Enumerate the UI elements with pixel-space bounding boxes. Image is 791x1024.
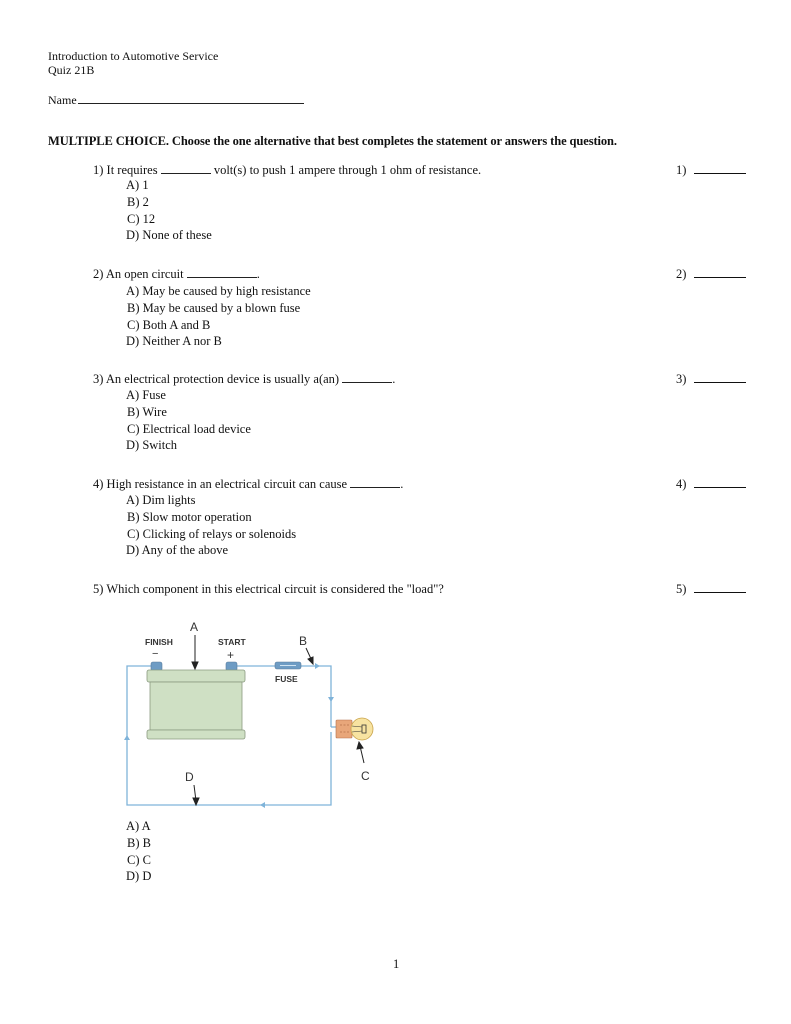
answer-line[interactable]: [694, 162, 746, 174]
fill-blank: [342, 371, 392, 383]
flow-arrow: [328, 697, 334, 702]
question-number: 2): [93, 267, 104, 281]
label-minus: −: [152, 648, 159, 660]
bulb-socket: [336, 720, 352, 738]
light-bulb: [336, 718, 373, 740]
option-a: A) Dim lights: [126, 493, 196, 507]
arrow-d-head: [193, 798, 199, 805]
name-label: Name: [48, 93, 77, 107]
question-2-text: 2) An open circuit .: [93, 267, 260, 281]
option-d: D) Switch: [126, 438, 178, 453]
answer-line[interactable]: [694, 371, 746, 383]
name-field[interactable]: [78, 92, 304, 104]
circuit-diagram: [118, 615, 388, 815]
label-d: D: [185, 770, 194, 784]
question-3-options: [126, 387, 251, 454]
option-c: C) Both A and B: [127, 317, 211, 332]
battery: [147, 662, 245, 739]
label-a: A: [190, 620, 199, 634]
question-2-options: [126, 283, 311, 350]
option-b: B) Slow motor operation: [127, 509, 252, 524]
label-fuse: FUSE: [275, 674, 298, 684]
question-1-options: [126, 177, 212, 244]
option-d: D) D: [126, 869, 152, 884]
option-c: C) Clicking of relays or solenoids: [127, 526, 297, 541]
answer-slot-5[interactable]: 5): [676, 581, 746, 597]
flow-arrow: [315, 663, 320, 669]
page-number: 1: [393, 957, 400, 971]
option-b: B) 2: [127, 194, 149, 209]
answer-line[interactable]: [694, 581, 746, 593]
label-c: C: [361, 769, 370, 783]
fill-blank: [187, 266, 257, 278]
answer-slot-2[interactable]: 2): [676, 266, 746, 282]
arrow-a-head: [192, 662, 198, 669]
arrow-c-head: [357, 742, 363, 749]
option-b: B) Wire: [127, 404, 167, 419]
arrow-b-head: [308, 657, 313, 664]
question-4-text: 4) High resistance in an electrical circuit can cause .: [93, 477, 404, 491]
answer-line[interactable]: [694, 266, 746, 278]
option-a: A) Fuse: [126, 388, 166, 402]
option-b: B) B: [127, 835, 151, 850]
label-b: B: [299, 634, 308, 648]
option-a: A) May be caused by high resistance: [126, 284, 311, 298]
section-instructions: MULTIPLE CHOICE. Choose the one alternative that best completes the statement or answers the question.: [48, 134, 617, 148]
question-number: 5): [93, 582, 104, 596]
label-finish: FINISH: [145, 637, 173, 647]
fuse: [275, 662, 301, 669]
fill-blank: [350, 476, 400, 488]
option-b: B) May be caused by a blown fuse: [127, 300, 301, 315]
question-5-options: [126, 818, 151, 885]
option-d: D) Any of the above: [126, 543, 229, 558]
question-1-text: 1) It requires volt(s) to push 1 ampere through 1 ohm of resistance.: [93, 163, 482, 177]
battery-base: [147, 730, 245, 739]
answer-line[interactable]: [694, 476, 746, 488]
option-a: A) A: [126, 819, 151, 833]
label-plus: +: [227, 648, 235, 662]
course-title: Introduction to Automotive Service: [48, 49, 219, 63]
question-3-text: 3) An electrical protection device is usually a(an) .: [93, 372, 396, 386]
question-5-text: 5) Which component in this electrical circuit is considered the "load"?: [93, 582, 444, 596]
fill-blank: [161, 162, 211, 174]
option-c: C) 12: [127, 211, 156, 226]
quiz-title: Quiz 21B: [48, 63, 95, 77]
battery-body: [150, 682, 242, 730]
name-field-row: [48, 92, 304, 107]
option-c: C) Electrical load device: [127, 421, 251, 436]
answer-slot-1[interactable]: 1): [676, 162, 746, 178]
question-number: 4): [93, 477, 104, 491]
answer-slot-3[interactable]: 3): [676, 371, 746, 387]
option-d: D) Neither A nor B: [126, 334, 222, 349]
option-a: A) 1: [126, 178, 149, 192]
label-start: START: [218, 637, 246, 647]
battery-lid: [147, 670, 245, 682]
option-c: C) C: [127, 852, 151, 867]
option-d: D) None of these: [126, 228, 212, 243]
question-number: 3): [93, 372, 104, 386]
flow-arrow: [260, 802, 265, 808]
answer-slot-4[interactable]: 4): [676, 476, 746, 492]
question-4-options: [126, 492, 296, 559]
question-number: 1): [93, 163, 104, 177]
flow-arrow: [124, 735, 130, 740]
